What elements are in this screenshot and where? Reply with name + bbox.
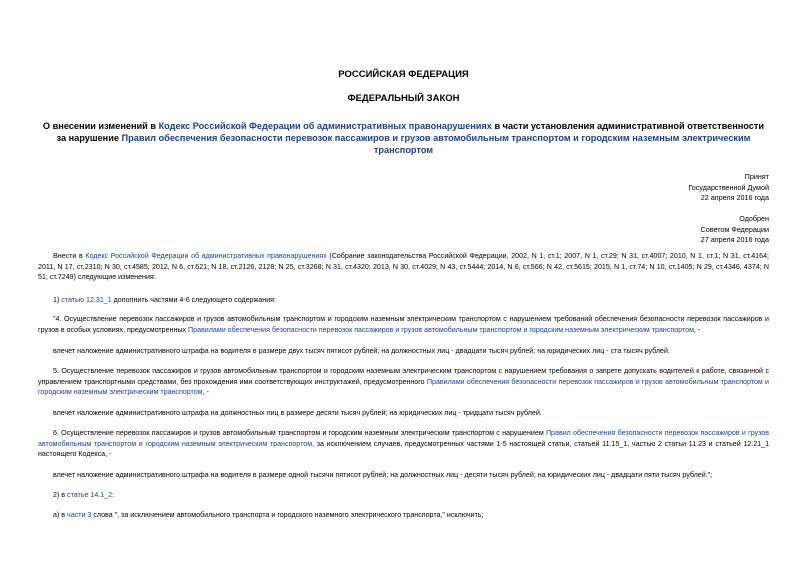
item-1: 1) статью 12.31_1 дополнить частями 4-6 следующего содержания: (53, 296, 276, 304)
part-6-paragraph: 6. Осуществление перевозок пассажиров и грузов автомобильным транспортом и городским наземным электрическим транспортом с нарушением Правил обеспечения безопасности перевозок пассажиров и грузов автомобильным транспортом и городским наземным электрическим транспортом, за исключением случаев, предусмотренных частями 1-5 настоящей статьи, статьей 11.15_1, частью 2 статьи 11.23 и статьей 12.21_1 настоящего Кодекса, - (38, 429, 770, 458)
part-4-rules-link[interactable]: Правилами обеспечения безопасности перевозок пассажиров и грузов автомобильным транспортом и городским наземным электрическим транспортом (188, 325, 694, 334)
item-a: а) в части 3 слова ", за исключением автомобильного транспорта и городского наземного электрического транспорта," исключить; (53, 511, 484, 519)
article-14-1-2-link[interactable]: статье 14.1_2 (67, 491, 113, 499)
part-5-paragraph: 5. Осуществление перевозок пассажиров и грузов автомобильным транспортом и городским наземным электрическим транспортом с нарушением требования о запрете допускать водителей к работе, связанной с управлением транспортными средствами, без прохождения ими соответствующих инструктажей, предусмотренного Правилами обеспечения безопасности перевозок пассажиров и грузов автомобильным транспортом и городским наземным электрическим транспортом, - (38, 367, 769, 396)
adopted-by: Государственной Думой (688, 182, 769, 192)
part-6-penalty: влечет наложение административного штрафа на водителя в размере одной тысячи пятисот рублей; на должностных лиц - десяти тысяч рублей; на юридических лиц - двадцати пяти тысяч рублей."; (53, 471, 713, 479)
part-4-paragraph: "4. Осуществление перевозок пассажиров и грузов автомобильным транспортом и городским наземным электрическим транспортом с нарушением требований обеспечения безопасности перевозок пассажиров и грузов в особых условиях, предусмотренных Правилами обеспечения безопасности перевозок пассажиров и грузов автомобильным транспортом и городским наземным электрическим транспортом, - (38, 315, 769, 334)
intro-paragraph: Внести в Кодекс Российской Федерации об административных правонарушениях (Собрание законодательства Российской Федерации, 2002, N 1, ст.1; 2007, N 1, ст.29; N 31, ст.4007; 2010, N 1, ст.1; N 31, ст.4164; 2011, N 17, ст.2310; N 30, ст.4585; 2012, N 6, ст.621; N 18, ст.2126, 2128; N 25, ст.3268; N 31, ст.4320; 2013, N 30, ст.4029; N 43, ст.5444; 2014, N 6, ст.566; N 42, ст.5615; 2015, N 1, ст.74; N 10, ст.1405; N 29, ст.4346, 4374; N 51, ст.7249) следующие изменения: (38, 252, 769, 281)
part-5-penalty: влечет наложение административного штрафа на должностных лиц в размере десяти тысяч рублей; на юридических лиц - тридцати тысяч рублей. (53, 409, 542, 417)
approval-block (701, 214, 769, 246)
part-4-penalty: влечет наложение административного штрафа на водителя в размере двух тысяч пятисот рублей; на должностных лиц - двадцати тысяч рублей; на юридических лиц - ста тысяч рублей. (53, 347, 670, 355)
part-3-link[interactable]: части 3 (67, 511, 92, 519)
intro-code-link[interactable]: Кодекс Российской Федерации об административных правонарушениях (85, 252, 327, 260)
approved-date: 27 апреля 2016 года (700, 235, 769, 245)
title-code-link[interactable]: Кодекс Российской Федерации об административных правонарушениях (158, 121, 492, 131)
adoption-block (688, 172, 769, 204)
article-12-31-1-link[interactable]: статью 12.31_1 (61, 296, 112, 304)
approved-label: Одобрен (739, 214, 769, 223)
law-type-heading: ФЕДЕРАЛЬНЫЙ ЗАКОН (347, 93, 460, 104)
part-6-rules-link[interactable]: Правил обеспечения безопасности перевозок пассажиров и грузов автомобильным транспортом и городским наземным электрическим транспортом (38, 429, 769, 448)
item-2: 2) в статье 14.1_2: (53, 491, 115, 499)
law-title: О внесении изменений в Кодекс Российской Федерации об административных правонарушениях в части установления административной ответственности за нарушение Правил обеспечения безопасности перевозок пассажиров и грузов автомобильным транспортом и городским наземным электрическим транспортом (42, 121, 765, 155)
country-heading: РОССИЙСКАЯ ФЕДЕРАЦИЯ (338, 69, 469, 80)
adopted-date: 22 апреля 2016 года (700, 193, 769, 203)
title-rules-link[interactable]: Правил обеспечения безопасности перевозок пассажиров и грузов автомобильным транспортом и городским наземным электрическим транспортом (121, 133, 751, 155)
part-5-rules-link[interactable]: Правилами обеспечения безопасности перевозок пассажиров и грузов автомобильным транспортом и городским наземным электрическим транспортом (38, 377, 769, 396)
adopted-label: Принят (744, 172, 769, 181)
approved-by: Советом Федерации (700, 224, 769, 234)
